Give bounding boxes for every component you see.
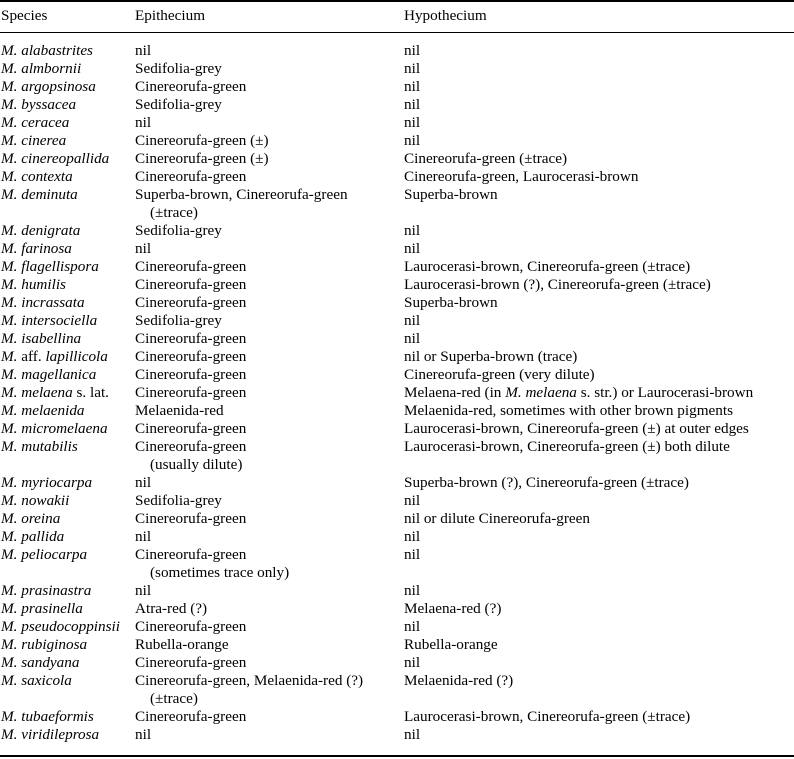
species-cell — [1, 168, 73, 186]
species-name-part: M. deminuta — [1, 186, 78, 203]
species-name-part: M. byssacea — [1, 96, 77, 113]
hypothecium-cell: Laurocerasi-brown (?), Cinereorufa-green (±trace) — [404, 276, 711, 293]
epithecium-cell: (sometimes trace only) — [150, 564, 290, 581]
epithecium-cell: Cinereorufa-green — [135, 276, 247, 293]
epithecium-cell: Cinereorufa-green (±) — [135, 132, 269, 149]
species-name-part: M. prasinella — [1, 600, 83, 617]
epithecium-cell: (±trace) — [150, 204, 198, 221]
hypothecium-cell: nil — [404, 492, 421, 509]
species-name-part: s. lat. — [72, 384, 109, 401]
species-name-part: aff. — [21, 348, 46, 365]
hypothecium-cell: Rubella-orange — [404, 636, 498, 653]
epithecium-cell: (usually dilute) — [150, 456, 243, 473]
species-name-part: M. rubiginosa — [1, 636, 88, 653]
hypothecium-cell: Laurocerasi-brown, Cinereorufa-green (±) both dilute — [404, 438, 730, 455]
top-rule — [0, 0, 794, 2]
species-cell — [1, 618, 120, 636]
species-name-part: M. farinosa — [1, 240, 72, 257]
epithecium-cell: Sedifolia-grey — [135, 60, 222, 77]
epithecium-cell: Sedifolia-grey — [135, 222, 222, 239]
species-cell — [1, 546, 87, 564]
species-cell — [1, 42, 93, 60]
epithecium-cell: Cinereorufa-green — [135, 438, 247, 455]
epithecium-cell: Atra-red (?) — [135, 600, 208, 617]
hypothecium-cell: Cinereorufa-green (very dilute) — [404, 366, 595, 383]
header-epithecium: Epithecium — [135, 7, 206, 24]
species-cell — [1, 420, 108, 438]
species-cell — [1, 528, 64, 546]
species-name-part: M. incrassata — [1, 294, 85, 311]
species-cell — [1, 114, 69, 132]
hypothecium-cell: nil — [404, 78, 421, 95]
epithecium-cell: Cinereorufa-green — [135, 78, 247, 95]
hypothecium-cell: Melaenida-red (?) — [404, 672, 514, 689]
species-name-part: M. tubaeformis — [1, 708, 94, 725]
species-cell — [1, 636, 87, 654]
species-cell — [1, 240, 72, 258]
species-cell — [1, 150, 109, 168]
epithecium-cell: Rubella-orange — [135, 636, 229, 653]
species-name-part: M. peliocarpa — [1, 546, 88, 563]
epithecium-cell: Sedifolia-grey — [135, 492, 222, 509]
hypothecium-cell: Laurocerasi-brown, Cinereorufa-green (±) at outer edges — [404, 420, 749, 437]
species-cell — [1, 312, 97, 330]
epithecium-cell: Cinereorufa-green (±) — [135, 150, 269, 167]
species-cell — [1, 276, 66, 294]
species-cell — [1, 510, 60, 528]
species-cell — [1, 294, 85, 312]
hypothecium-cell: nil or dilute Cinereorufa-green — [404, 510, 590, 527]
epithecium-cell: Superba-brown, Cinereorufa-green — [135, 186, 348, 203]
epithecium-cell: Cinereorufa-green — [135, 618, 247, 635]
species-cell — [1, 258, 99, 276]
hypothecium-cell: nil — [404, 114, 421, 131]
epithecium-cell: Sedifolia-grey — [135, 312, 222, 329]
species-name-part: M. isabellina — [1, 330, 82, 347]
hypothecium-cell: nil — [404, 582, 421, 599]
epithecium-cell: Cinereorufa-green — [135, 348, 247, 365]
epithecium-cell: Cinereorufa-green — [135, 546, 247, 563]
hypothecium-cell: Laurocerasi-brown, Cinereorufa-green (±trace) — [404, 258, 691, 275]
hypothecium-cell: nil — [404, 528, 421, 545]
epithecium-cell: Cinereorufa-green — [135, 510, 247, 527]
species-cell — [1, 492, 69, 510]
species-name-part: M. oreina — [1, 510, 61, 527]
hypothecium-cell: Superba-brown — [404, 294, 498, 311]
species-name-part: M. ceracea — [1, 114, 70, 131]
epithecium-cell: Cinereorufa-green — [135, 708, 247, 725]
species-name-part: M. argopsinosa — [1, 78, 96, 95]
hypothecium-cell: Superba-brown — [404, 186, 498, 203]
species-name-part: M. pseudocoppinsii — [1, 618, 120, 635]
species-cell — [1, 78, 96, 96]
species-cell — [1, 654, 79, 672]
epithecium-cell: Cinereorufa-green, Melaenida-red (?) — [135, 672, 364, 689]
hypothecium-cell: nil — [404, 654, 421, 671]
species-name-part: M. magellanica — [1, 366, 97, 383]
species-name-part: M. flagellispora — [1, 258, 99, 275]
epithecium-cell: nil — [135, 528, 152, 545]
epithecium-cell: Cinereorufa-green — [135, 366, 247, 383]
species-cell — [1, 672, 72, 690]
species-name-part: M. alabastrites — [1, 42, 93, 59]
hypothecium-cell: nil — [404, 42, 421, 59]
hypothecium-cell: nil — [404, 132, 421, 149]
epithecium-cell: nil — [135, 240, 152, 257]
epithecium-cell: Cinereorufa-green — [135, 330, 247, 347]
species-cell — [1, 222, 80, 240]
hypothecium-cell: nil — [404, 240, 421, 257]
species-name-part: M. saxicola — [1, 672, 72, 689]
hypothecium-cell: nil — [404, 618, 421, 635]
species-name-part: M. — [1, 348, 22, 365]
species-name-part: M. nowakii — [1, 492, 70, 509]
hypothecium-cell: Cinereorufa-green (±trace) — [404, 150, 568, 167]
epithecium-cell: nil — [135, 582, 152, 599]
hypothecium-cell: nil — [404, 330, 421, 347]
hypothecium-cell: Melaena-red (in M. melaena s. str.) or Laurocerasi-brown — [404, 384, 754, 401]
epithecium-cell: nil — [135, 42, 152, 59]
species-name-part: M. cinereopallida — [1, 150, 110, 167]
bottom-rule — [0, 755, 794, 757]
species-name-part: M. pallida — [1, 528, 65, 545]
species-cell — [1, 402, 85, 420]
species-name-part: M. sandyana — [1, 654, 80, 671]
hypothecium-cell: nil — [404, 546, 421, 563]
species-cell — [1, 366, 96, 384]
epithecium-cell: nil — [135, 114, 152, 131]
species-name-part: M. contexta — [1, 168, 73, 185]
species-cell — [1, 132, 66, 150]
header-hypothecium: Hypothecium — [404, 7, 487, 24]
species-cell — [1, 582, 91, 600]
species-name-part: M. melaena — [1, 384, 73, 401]
species-cell — [1, 96, 76, 114]
epithecium-cell: Cinereorufa-green — [135, 384, 247, 401]
species-name-part: M. prasinastra — [1, 582, 92, 599]
hypothecium-cell: nil — [404, 312, 421, 329]
species-cell — [1, 60, 81, 78]
hypothecium-cell: nil — [404, 60, 421, 77]
species-cell — [1, 600, 83, 618]
header-rule — [0, 32, 794, 33]
epithecium-cell: Melaenida-red — [135, 402, 224, 419]
header-species: Species — [1, 7, 48, 24]
hypothecium-cell: Laurocerasi-brown, Cinereorufa-green (±trace) — [404, 708, 691, 725]
hypothecium-cell: Superba-brown (?), Cinereorufa-green (±trace) — [404, 474, 689, 491]
species-name-part: M. cinerea — [1, 132, 67, 149]
epithecium-cell: Cinereorufa-green — [135, 654, 247, 671]
hypothecium-cell: nil — [404, 96, 421, 113]
epithecium-cell: Cinereorufa-green — [135, 258, 247, 275]
species-name-part: M. viridileprosa — [1, 726, 100, 743]
epithecium-cell: (±trace) — [150, 690, 198, 707]
species-cell — [1, 330, 81, 348]
hypothecium-cell: Cinereorufa-green, Laurocerasi-brown — [404, 168, 639, 185]
hypothecium-cell: nil — [404, 726, 421, 743]
species-cell — [1, 438, 78, 456]
species-cell — [1, 186, 78, 204]
species-name-part: M. micromelaena — [1, 420, 108, 437]
epithecium-cell: Sedifolia-grey — [135, 96, 222, 113]
species-cell — [1, 726, 99, 744]
species-name-part: lapillicola — [45, 348, 108, 365]
hypothecium-cell: Melaena-red (?) — [404, 600, 502, 617]
epithecium-cell: Cinereorufa-green — [135, 420, 247, 437]
species-cell — [1, 348, 108, 366]
species-name-part: M. myriocarpa — [1, 474, 93, 491]
species-name-part: M. mutabilis — [1, 438, 78, 455]
species-cell — [1, 708, 94, 726]
epithecium-cell: Cinereorufa-green — [135, 168, 247, 185]
epithecium-cell: Cinereorufa-green — [135, 294, 247, 311]
species-name-part: M. denigrata — [1, 222, 81, 239]
species-cell — [1, 384, 109, 402]
hypothecium-cell: nil or Superba-brown (trace) — [404, 348, 578, 365]
epithecium-cell: nil — [135, 726, 152, 743]
species-name-part: M. humilis — [1, 276, 66, 293]
species-cell — [1, 474, 92, 492]
hypothecium-cell: Melaenida-red, sometimes with other brown pigments — [404, 402, 733, 419]
hypothecium-cell: nil — [404, 222, 421, 239]
species-name-part: M. intersociella — [1, 312, 98, 329]
species-name-part: M. melaenida — [1, 402, 85, 419]
species-name-part: M. almbornii — [1, 60, 82, 77]
epithecium-cell: nil — [135, 474, 152, 491]
